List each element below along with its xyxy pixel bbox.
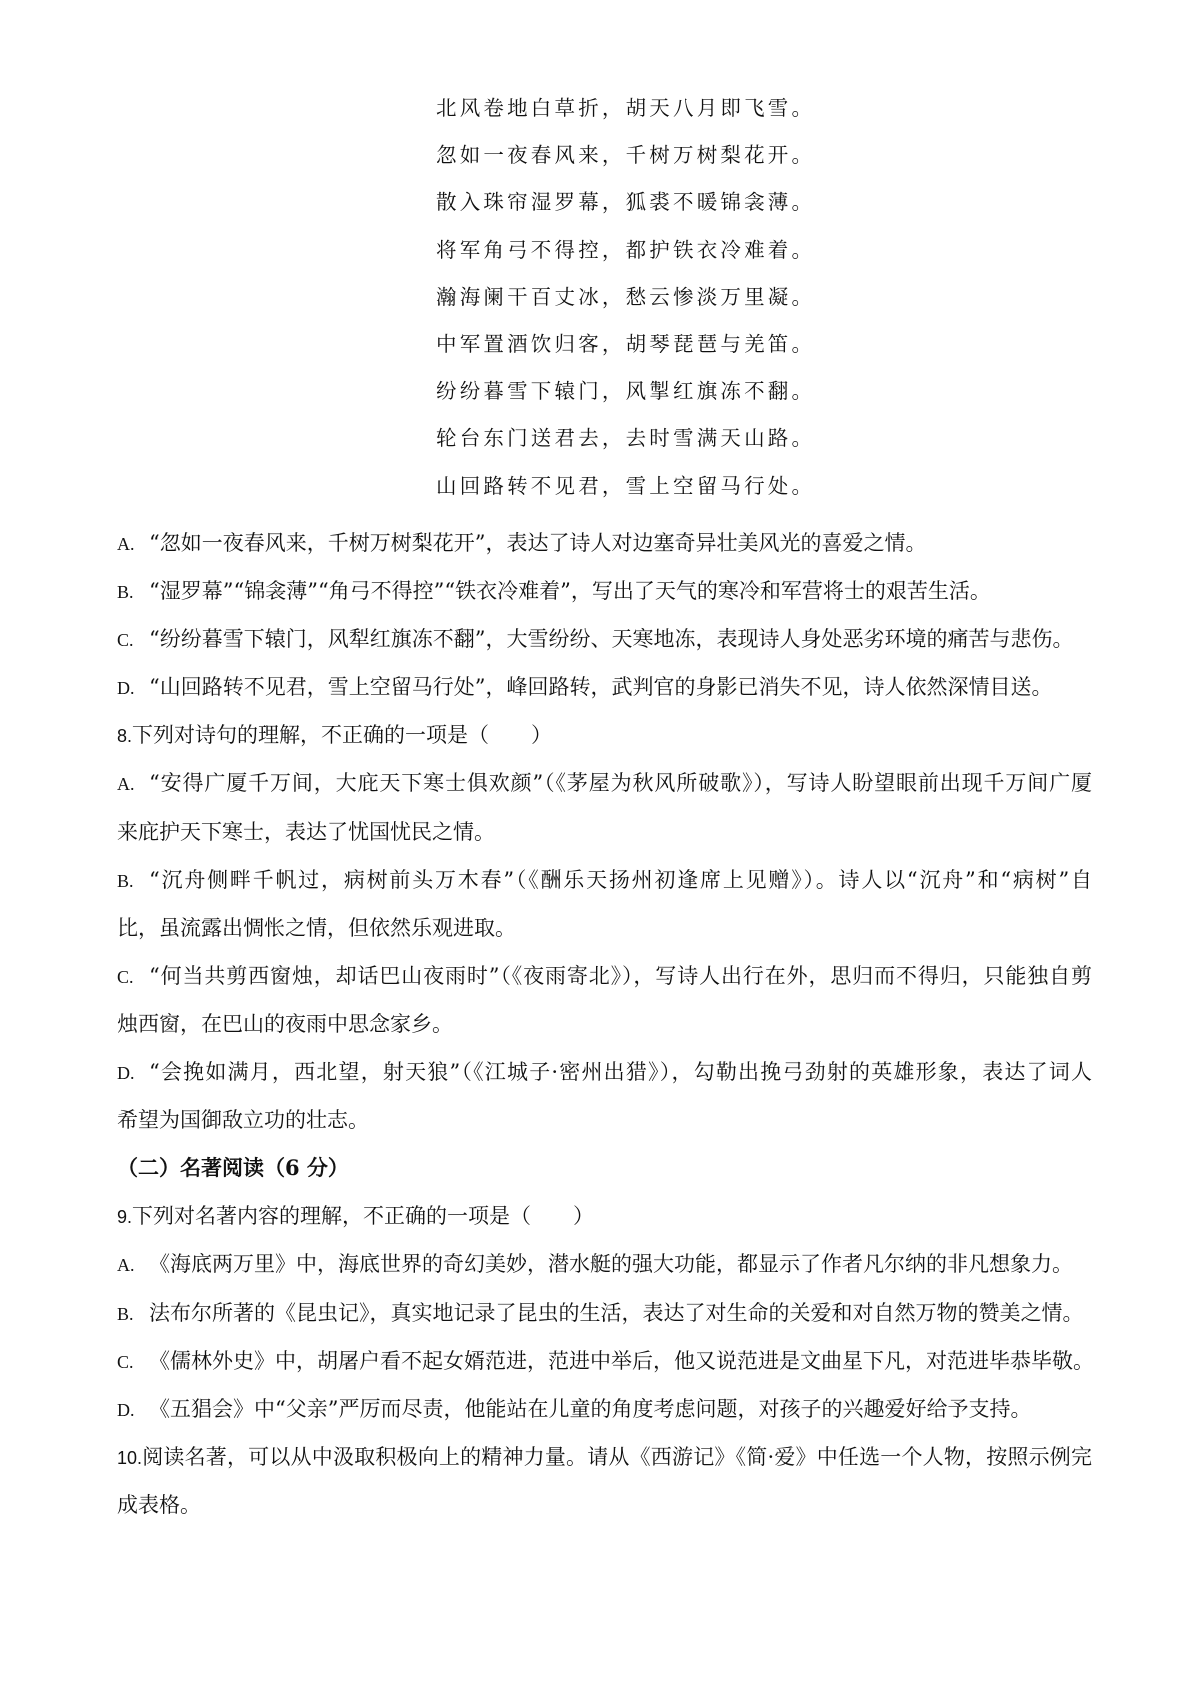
question-number: 8. — [117, 726, 133, 747]
option-text: “山回路转不见君，雪上空留马行处”，峰回路转，武判官的身影已消失不见，诗人依然深情目送。 — [149, 675, 1053, 700]
poem-line: 将军角弓不得控，都护铁衣冷难着。 — [436, 237, 816, 262]
poem-line: 瀚海阑干百丈冰，愁云惨淡万里凝。 — [436, 284, 816, 309]
option-text: 《儒林外史》中，胡屠户看不起女婿范进，范进中举后，他又说范进是文曲星下凡，对范进毕恭毕敬。 — [149, 1348, 1094, 1373]
option-text: 法布尔所著的《昆虫记》，真实地记录了昆虫的生活，表达了对生命的关爱和对自然万物的赞美之情。 — [149, 1300, 1084, 1325]
section-heading: （二）名著阅读（6 分） — [117, 1155, 349, 1181]
q9-stem — [117, 1203, 1092, 1251]
option-letter: A. — [117, 1255, 135, 1276]
q8-option-a[interactable] — [117, 770, 1092, 818]
poem-line: 北风卷地白草折，胡天八月即飞雪。 — [436, 96, 816, 120]
question-stem: 下列对诗句的理解，不正确的一项是（ ） — [132, 723, 553, 748]
q7-option-c[interactable] — [117, 626, 1092, 674]
q9-option-b[interactable] — [117, 1300, 1092, 1348]
question-number: 9. — [117, 1207, 133, 1228]
option-text: 《海底两万里》中，海底世界的奇幻美妙，潜水艇的强大功能，都显示了作者凡尔纳的非凡想象力。 — [149, 1252, 1073, 1277]
q8-option-b[interactable] — [117, 867, 1092, 915]
option-letter: B. — [117, 582, 134, 603]
option-text: “湿罗幕”“锦衾薄”“角弓不得控”“铁衣冷难着”，写出了天气的寒冷和军营将士的艰苦生活。 — [149, 579, 991, 604]
option-text: “纷纷暮雪下辕门，风犁红旗冻不翻”，大雪纷纷、天寒地冻，表现诗人身处恶劣环境的痛苦与悲伤。 — [149, 627, 1074, 652]
option-letter: D. — [117, 1399, 135, 1420]
q7-option-a[interactable] — [117, 530, 1092, 578]
option-letter: D. — [117, 1063, 135, 1084]
question-number: 10. — [117, 1447, 143, 1468]
poem-line: 纷纷暮雪下辕门，风掣红旗冻不翻。 — [436, 379, 816, 404]
option-letter: C. — [117, 1351, 134, 1372]
option-letter: A. — [117, 534, 135, 554]
option-text: “沉舟侧畔千帆过，病树前头万木春”（《酬乐天扬州初逢席上见赠》）。诗人以“沉舟”和“病树”自 — [149, 867, 1092, 892]
question-stem: 下列对名著内容的理解，不正确的一项是（ ） — [132, 1204, 595, 1229]
poem-line: 山回路转不见君，雪上空留马行处。 — [436, 473, 816, 498]
option-letter: A. — [117, 774, 135, 795]
q8-option-b-cont: 比，虽流露出惆怅之情，但依然乐观进取。 — [117, 915, 516, 940]
option-letter: B. — [117, 870, 134, 891]
q7-option-b[interactable] — [117, 578, 1092, 626]
q9-option-a[interactable] — [117, 1251, 1092, 1299]
poem-line: 轮台东门送君去，去时雪满天山路。 — [436, 426, 816, 451]
option-text: “会挽如满月，西北望，射天狼”（《江城子·密州出猎》），勾勒出挽弓劲射的英雄形象，表达了词人 — [149, 1060, 1092, 1085]
q8-option-c-cont: 烛西窗，在巴山的夜雨中思念家乡。 — [117, 1011, 453, 1036]
q8-option-d[interactable] — [117, 1059, 1092, 1107]
q10-stem — [117, 1444, 1092, 1492]
option-text: “何当共剪西窗烛，却话巴山夜雨时”（《夜雨寄北》），写诗人出行在外，思归而不得归，只能独自剪 — [149, 963, 1092, 988]
option-letter: D. — [117, 678, 135, 699]
poem-line: 散入珠帘湿罗幕，狐裘不暖锦衾薄。 — [436, 190, 816, 215]
option-text: “忽如一夜春风来，千树万树梨花开”，表达了诗人对边塞奇异壮美风光的喜爱之情。 — [149, 531, 927, 555]
question-stem: 阅读名著，可以从中汲取积极向上的精神力量。请从《西游记》《简·爱》中任选一个人物，按照示例完 — [142, 1444, 1092, 1469]
q8-option-d-cont: 希望为国御敌立功的壮志。 — [117, 1108, 369, 1133]
q9-option-c[interactable] — [117, 1348, 1092, 1396]
poem-line: 中军置酒饮归客，胡琴琵琶与羌笛。 — [436, 331, 816, 356]
q8-stem — [117, 722, 1092, 770]
q8-option-c[interactable] — [117, 963, 1092, 1011]
q8-option-a-cont: 来庇护天下寒士，表达了忧国忧民之情。 — [117, 819, 495, 844]
option-letter: C. — [117, 966, 134, 987]
q9-option-d[interactable] — [117, 1396, 1092, 1444]
poem-block — [436, 96, 1036, 521]
option-text: 《五猖会》中“父亲”严厉而尽责，他能站在儿童的角度考虑问题，对孩子的兴趣爱好给予支持。 — [149, 1396, 1032, 1421]
q7-option-d[interactable] — [117, 674, 1092, 722]
q10-stem-cont: 成表格。 — [117, 1492, 201, 1517]
poem-line: 忽如一夜春风来，千树万树梨花开。 — [436, 143, 816, 168]
option-letter: B. — [117, 1303, 134, 1324]
question-body — [117, 530, 1092, 1540]
option-letter: C. — [117, 630, 134, 651]
option-text: “安得广厦千万间，大庇天下寒士俱欢颜”（《茅屋为秋风所破歌》），写诗人盼望眼前出现千万间广厦 — [149, 771, 1092, 796]
